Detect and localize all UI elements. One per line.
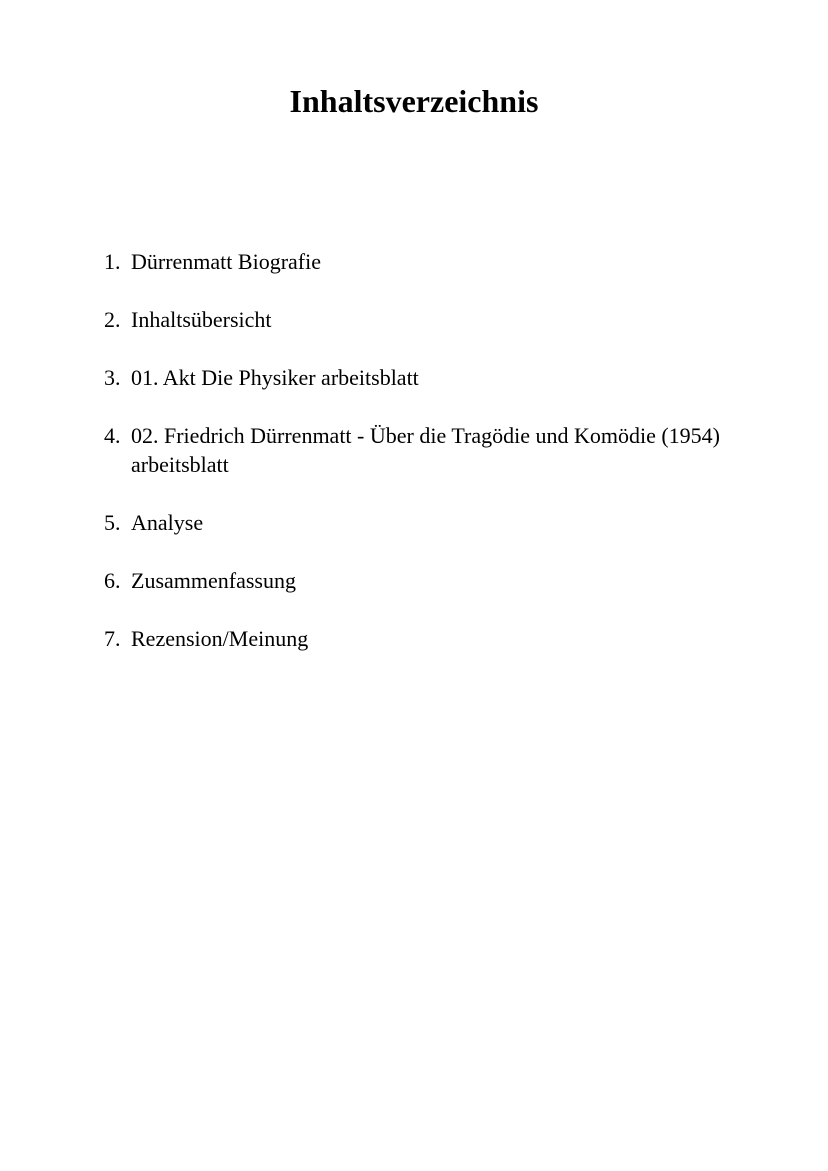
toc-item [104,624,744,653]
toc-item-text: 01. Akt Die Physiker arbeitsblatt [131,365,419,390]
toc-item [104,305,744,334]
toc-item-number: 4. [104,423,121,448]
toc-item-number: 7. [104,626,121,651]
toc-item [104,363,744,392]
toc-item [104,247,744,276]
toc-item-number: 5. [104,510,121,535]
table-of-contents [104,247,744,653]
toc-item [104,421,744,479]
toc-item-number: 2. [104,307,121,332]
toc-item-number: 1. [104,249,121,274]
toc-item-text: Rezension/Meinung [131,626,309,651]
page-title: Inhaltsverzeichnis [289,83,539,119]
toc-item-number: 6. [104,568,121,593]
toc-item-text: 02. Friedrich Dürrenmatt - Über die Tragödie und Komödie (1954) arbeitsblatt [131,423,720,477]
toc-item-text: Zusammenfassung [131,568,296,593]
toc-item [104,566,744,595]
toc-item-text: Analyse [131,510,204,535]
toc-item-text: Dürrenmatt Biografie [131,249,321,274]
toc-item-text: Inhaltsübersicht [131,307,272,332]
toc-item-number: 3. [104,365,121,390]
toc-item [104,508,744,537]
